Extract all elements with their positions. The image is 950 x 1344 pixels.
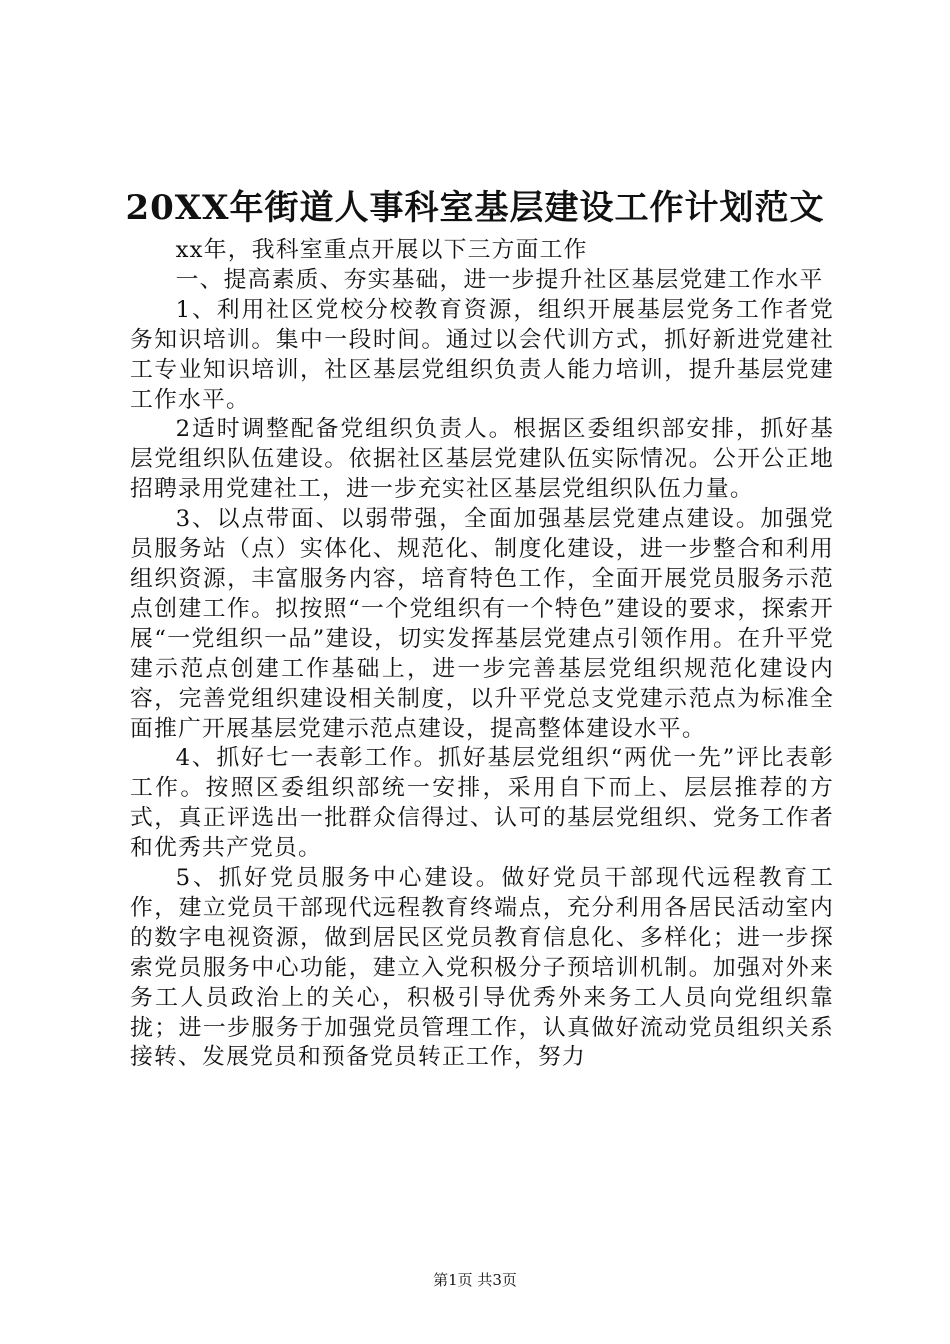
body-paragraph: 3、以点带面、以弱带强，全面加强基层党建点建设。加强党员服务站（点）实体化、规范化、制度化建设，进一步整合和利用组织资源，丰富服务内容，培育特色工作，全面开展党员服务示范点创建工作。拟按照“一个党组织有一个特色”建设的要求，探索开展“一党组织一品”建设，切实发挥基层党建点引领作用。在升平党建示范点创建工作基础上，进一步完善基层党组织规范化建设内容，完善党组织建设相关制度，以升平党总支党建示范点为标准全面推广开展基层党建示范点建设，提高整体建设水平。 (130, 506, 834, 742)
document-body (130, 236, 834, 1073)
section-heading: 一、提高素质、夯实基础，进一步提升社区基层党建工作水平 (175, 266, 824, 293)
page-footer: 第1页 共3页 (433, 1271, 517, 1289)
body-paragraph: 2适时调整配备党组织负责人。根据区委组织部安排，抓好基层党组织队伍建设。依据社区基层党建队伍实际情况。公开公正地招聘录用党建社工，进一步充实社区基层党组织队伍力量。 (130, 416, 834, 503)
document-title: 20XX年街道人事科室基层建设工作计划范文 (125, 188, 825, 228)
body-paragraph: 1、利用社区党校分校教育资源，组织开展基层党务工作者党务知识培训。集中一段时间。通过以会代训方式，抓好新进党建社工专业知识培训，社区基层党组织负责人能力培训，提升基层党建工作水平。 (130, 296, 834, 413)
intro-paragraph: xx年，我科室重点开展以下三方面工作 (175, 237, 588, 263)
body-paragraph: 5、抓好党员服务中心建设。做好党员干部现代远程教育工作，建立党员干部现代远程教育终端点，充分利用各居民活动室内的数字电视资源，做到居民区党员教育信息化、多样化；进一步探索党员服务中心功能，建立入党积极分子预培训机制。加强对外来务工人员政治上的关心，积极引导优秀外来务工人员向党组织靠拢；进一步服务于加强党员管理工作，认真做好流动党员组织关系接转、发展党员和预备党员转正工作，努力 (130, 865, 834, 1071)
body-paragraph: 4、抓好七一表彰工作。抓好基层党组织“两优一先”评比表彰工作。按照区委组织部统一安排，采用自下而上、层层推荐的方式，真正评选出一批群众信得过、认可的基层党组织、党务工作者和优秀共产党员。 (130, 745, 834, 862)
